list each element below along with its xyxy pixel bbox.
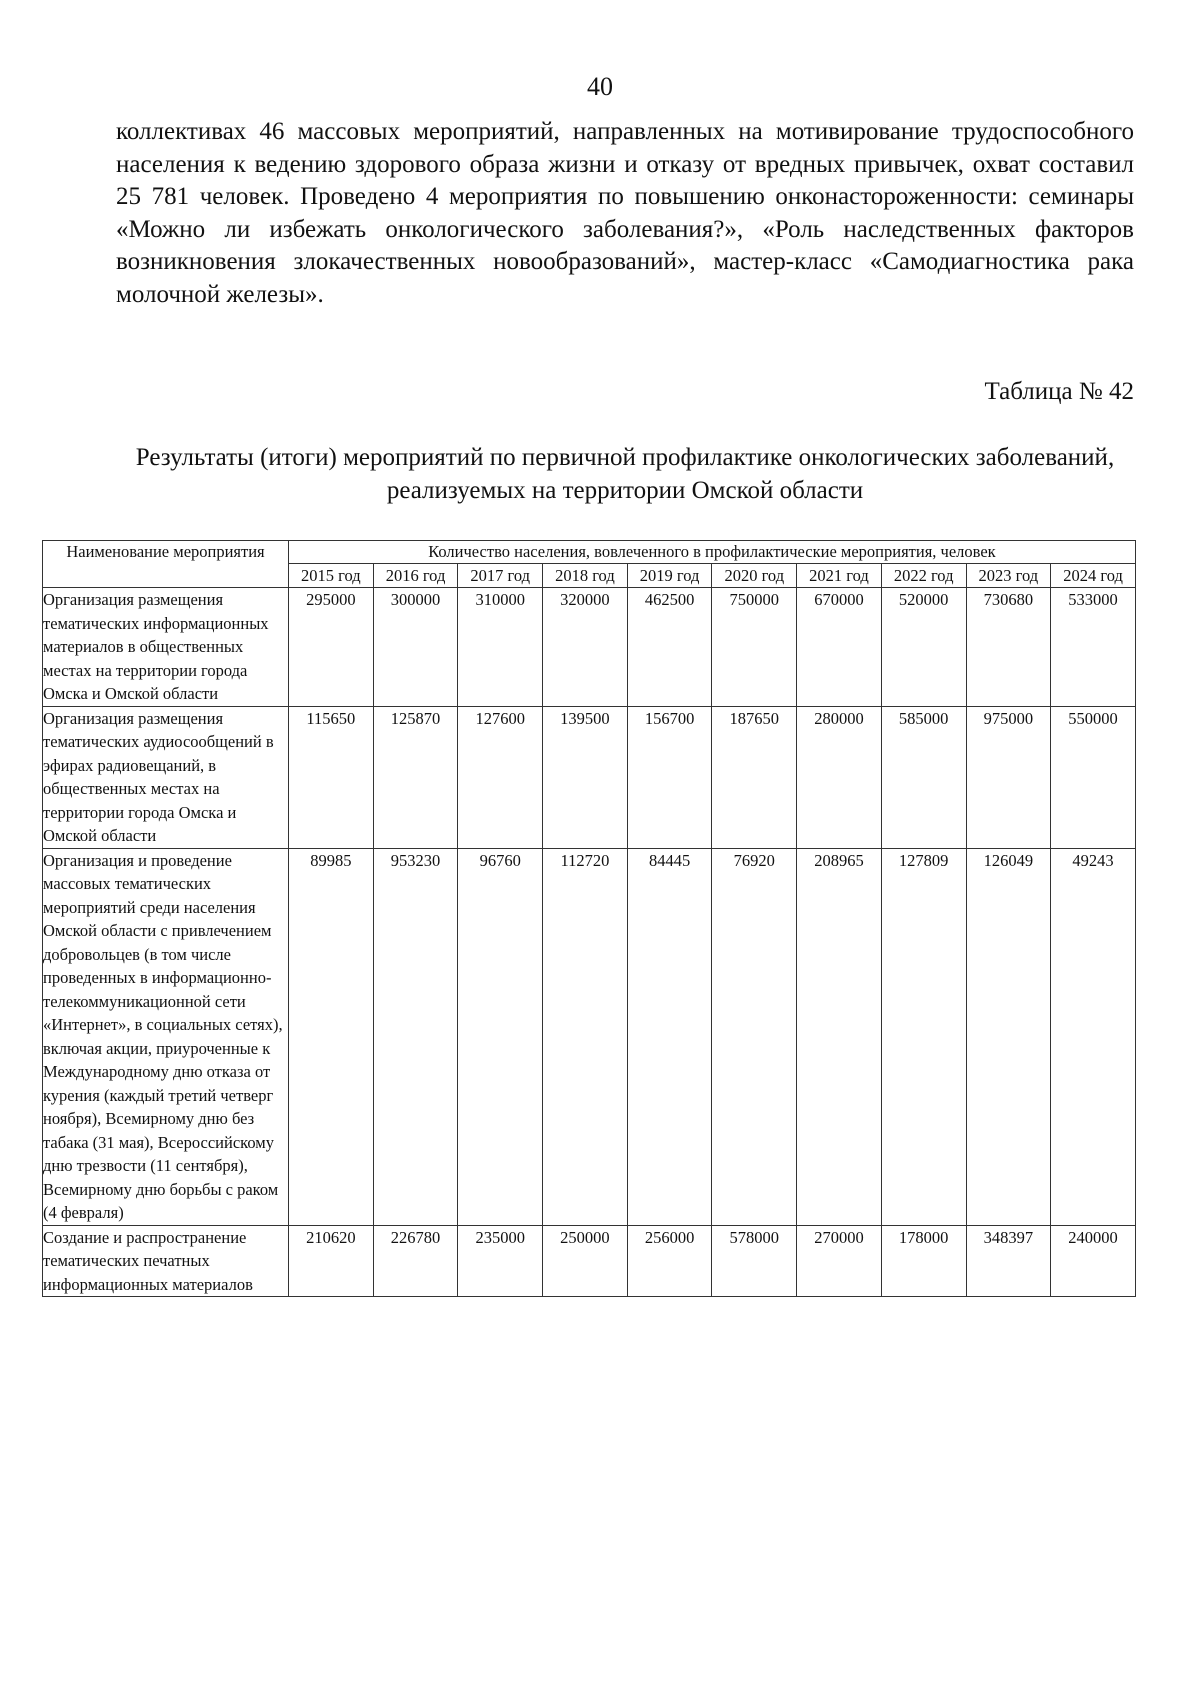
row-value: 187650 [712,706,797,848]
header-year: 2015 год [289,564,374,588]
row-value: 300000 [373,588,458,707]
row-value: 156700 [627,706,712,848]
row-value: 533000 [1051,588,1136,707]
row-value: 126049 [966,848,1051,1225]
row-event-name: Организация и проведение массовых тематических мероприятий среди населения Омской области с привлечением добровольцев (в том числе проведенных в информационно-телекоммуникационной сети «Интернет», в социальных сетях), включая акции, приуроченные к Международному дню отказа от курения (каждый третий четверг ноября), Всемирному дню без табака (31 мая), Всероссийскому дню трезвости (11 сентября), Всемирному дню борьбы с раком (4 февраля) [43,848,289,1225]
row-value: 76920 [712,848,797,1225]
header-year: 2023 год [966,564,1051,588]
header-year: 2016 год [373,564,458,588]
intro-paragraph: коллективах 46 массовых мероприятий, направленных на мотивирование трудоспособного населения к ведению здорового образа жизни и отказу от вредных привычек, охват составил 25 781 человек. Проведено 4 мероприятия по повышению онконастороженности: семинары «Можно ли избежать онкологического заболевания?», «Роль наследственных факторов возникновения злокачественных новообразований», мастер-класс «Самодиагностика рака молочной железы». [116,118,1134,308]
table-row [43,848,1136,1225]
row-value: 125870 [373,706,458,848]
row-value: 115650 [289,706,374,848]
row-value: 178000 [881,1225,966,1297]
header-event-name: Наименование мероприятия [43,541,289,588]
header-year: 2018 год [543,564,628,588]
row-value: 84445 [627,848,712,1225]
row-value: 578000 [712,1225,797,1297]
row-event-name: Создание и распространение тематических печатных информационных материалов [43,1225,289,1297]
row-value: 975000 [966,706,1051,848]
row-value: 280000 [797,706,882,848]
table-label: Таблица № 42 [984,378,1134,405]
row-value: 139500 [543,706,628,848]
row-value: 670000 [797,588,882,707]
row-value: 127809 [881,848,966,1225]
row-value: 240000 [1051,1225,1136,1297]
row-value: 585000 [881,706,966,848]
header-year: 2017 год [458,564,543,588]
table-row [43,1225,1136,1297]
row-value: 348397 [966,1225,1051,1297]
row-value: 112720 [543,848,628,1225]
row-value: 520000 [881,588,966,707]
row-value: 270000 [797,1225,882,1297]
row-value: 953230 [373,848,458,1225]
row-value: 210620 [289,1225,374,1297]
row-event-name: Организация размещения тематических информационных материалов в общественных местах на территории города Омска и Омской области [43,588,289,707]
row-value: 127600 [458,706,543,848]
header-year: 2019 год [627,564,712,588]
results-table [42,540,1136,1297]
header-population-count: Количество населения, вовлеченного в профилактические мероприятия, человек [289,541,1136,564]
row-value: 256000 [627,1225,712,1297]
row-value: 250000 [543,1225,628,1297]
page-number: 40 [587,72,613,101]
row-value: 226780 [373,1225,458,1297]
row-value: 235000 [458,1225,543,1297]
row-value: 208965 [797,848,882,1225]
row-value: 96760 [458,848,543,1225]
header-year: 2021 год [797,564,882,588]
row-value: 89985 [289,848,374,1225]
header-year: 2020 год [712,564,797,588]
row-event-name: Организация размещения тематических аудиосообщений в эфирах радиовещаний, в общественных местах на территории города Омска и Омской области [43,706,289,848]
table-row [43,706,1136,848]
row-value: 462500 [627,588,712,707]
table-title: Результаты (итоги) мероприятий по первичной профилактике онкологических заболеваний, реализуемых на территории Омской области [135,444,1115,504]
row-value: 750000 [712,588,797,707]
row-value: 730680 [966,588,1051,707]
table-row [43,588,1136,707]
row-value: 49243 [1051,848,1136,1225]
row-value: 550000 [1051,706,1136,848]
header-year: 2022 год [881,564,966,588]
row-value: 310000 [458,588,543,707]
table-header [43,541,1136,588]
header-year: 2024 год [1051,564,1136,588]
row-value: 295000 [289,588,374,707]
row-value: 320000 [543,588,628,707]
